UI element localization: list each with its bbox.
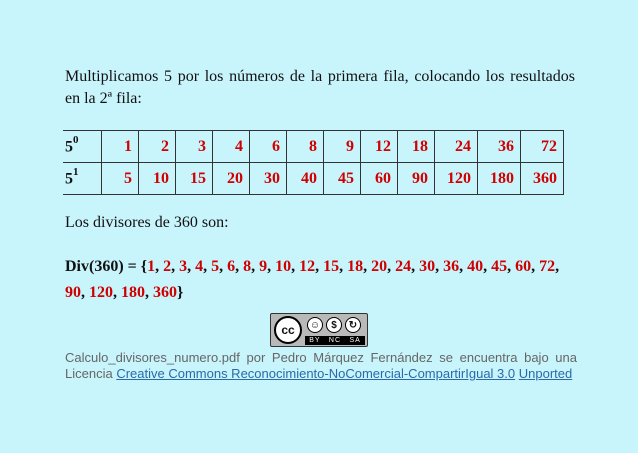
table-cell: 2 xyxy=(139,131,176,163)
term-sa: SA xyxy=(349,337,361,344)
divisor-value: 24 xyxy=(395,258,412,275)
license-link-unported[interactable]: Unported xyxy=(518,366,573,381)
table-cell: 4 xyxy=(213,131,250,163)
license-text-before: Calculo_divisores_numero.pdf por Pedro Márquez Fernández se encuentra bajo una Licencia xyxy=(65,350,577,381)
license-notice xyxy=(65,350,577,382)
divisor-value: 15 xyxy=(323,258,340,275)
table-cell: 120 xyxy=(435,163,478,195)
table-row xyxy=(63,131,564,163)
divisor-value: 40 xyxy=(467,258,484,275)
noncommercial-icon: $ xyxy=(326,317,342,333)
table-cell: 6 xyxy=(250,131,287,163)
divisor-value: 12 xyxy=(299,258,316,275)
divisor-value: 45 xyxy=(491,258,508,275)
table-cell: 180 xyxy=(478,163,521,195)
cc-logo-icon: cc xyxy=(274,316,302,344)
table-cell: 60 xyxy=(361,163,398,195)
divisors-values: 1, 2, 3, 4, 5, 6, 8, 9, 10, 12, 15, 18, 20, 24, 30, 36, 40, 45, 60, 72, 90, 120, 180, 360 xyxy=(65,258,560,301)
license-icons xyxy=(307,317,361,333)
table-cell: 360 xyxy=(521,163,564,195)
table-cell: 10 xyxy=(139,163,176,195)
row-power-label: $5^0$ xyxy=(63,131,102,163)
table-cell: 36 xyxy=(478,131,521,163)
divisor-value: 180 xyxy=(121,284,145,301)
divisor-value: 4 xyxy=(195,258,204,275)
divisor-value: 5 xyxy=(211,258,220,275)
table-cell: 12 xyxy=(361,131,398,163)
divisor-value: 60 xyxy=(515,258,532,275)
license-terms-strip xyxy=(305,336,365,345)
table-cell: 90 xyxy=(398,163,435,195)
license-link[interactable]: Creative Commons Reconocimiento-NoComercial-CompartirIgual 3.0 xyxy=(116,366,516,381)
divisor-value: 360 xyxy=(153,284,177,301)
table-cell: 24 xyxy=(435,131,478,163)
table-cell: 9 xyxy=(324,131,361,163)
factor-table xyxy=(63,130,564,195)
term-by: BY xyxy=(309,337,321,344)
divisor-value: 9 xyxy=(259,258,268,275)
term-nc: NC xyxy=(328,337,342,344)
divisor-value: 90 xyxy=(65,284,81,301)
divisors-prefix: Div(360) = { xyxy=(65,258,148,275)
divisor-value: 10 xyxy=(275,258,292,275)
divisor-value: 6 xyxy=(227,258,236,275)
divisor-value: 36 xyxy=(443,258,460,275)
divisor-value: 2 xyxy=(163,258,172,275)
table-cell: 8 xyxy=(287,131,324,163)
table-cell: 72 xyxy=(521,131,564,163)
divisor-value: 120 xyxy=(89,284,113,301)
table-cell: 30 xyxy=(250,163,287,195)
divisor-value: 3 xyxy=(179,258,188,275)
table-row xyxy=(63,163,564,195)
divisor-value: 72 xyxy=(539,258,556,275)
divisors-heading: Los divisores de 360 son: xyxy=(65,214,229,231)
table-cell: 3 xyxy=(176,131,213,163)
divisor-value: 1 xyxy=(147,258,156,275)
table-cell: 20 xyxy=(213,163,250,195)
divisor-value: 30 xyxy=(419,258,436,275)
table-cell: 18 xyxy=(398,131,435,163)
divisor-value: 18 xyxy=(347,258,364,275)
intro-paragraph: Multiplicamos 5 por los números de la primera fila, colocando los resultados en la 2ª fila: xyxy=(65,68,575,107)
attribution-icon: ☺ xyxy=(307,317,323,333)
row-power-label: $5^1$ xyxy=(63,163,102,195)
divisors-result xyxy=(65,254,577,306)
table-cell: 40 xyxy=(287,163,324,195)
divisor-value: 8 xyxy=(243,258,252,275)
table-cell: 45 xyxy=(324,163,361,195)
sharealike-icon: ↻ xyxy=(345,317,361,333)
cc-license-badge[interactable] xyxy=(270,313,368,347)
divisors-suffix: } xyxy=(177,284,184,301)
table-cell: 5 xyxy=(102,163,139,195)
table-cell: 15 xyxy=(176,163,213,195)
divisor-value: 20 xyxy=(371,258,388,275)
table-cell: 1 xyxy=(102,131,139,163)
